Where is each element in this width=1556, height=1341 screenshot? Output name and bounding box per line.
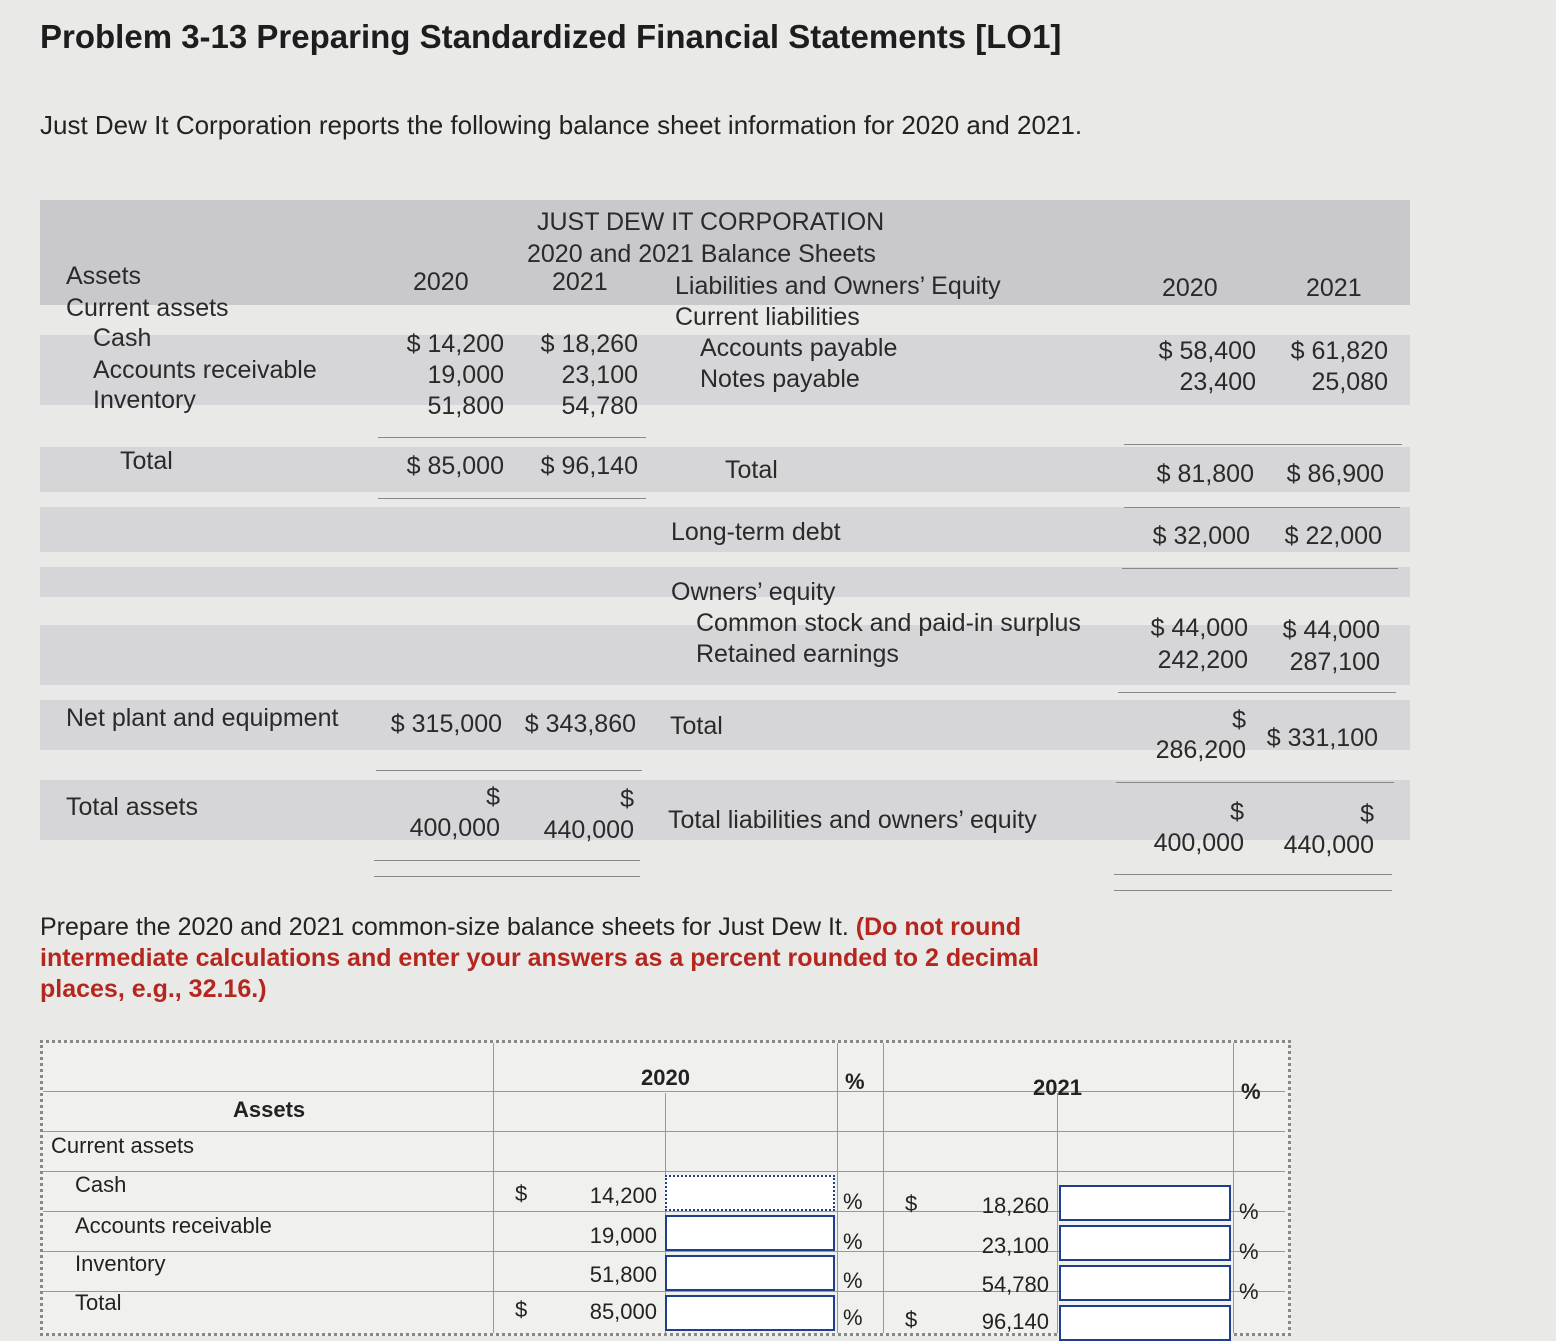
balance-sheet-company: JUST DEW IT CORPORATION [537, 208, 885, 236]
total-assets-2020-sym: $ [486, 783, 500, 811]
ar-2020-percent-input[interactable] [665, 1215, 835, 1251]
cash-2021-value: 18,260 [981, 1193, 1049, 1218]
instructions [40, 912, 1110, 1005]
pct-sign: % [843, 1305, 863, 1330]
total-le-label: Total liabilities and owners’ equity [668, 806, 1037, 834]
rule [1114, 890, 1392, 891]
grid-line [43, 1091, 1285, 1092]
assets-year-2020: 2020 [413, 268, 469, 296]
cl-total-2020: $ 81,800 [1156, 460, 1254, 488]
assets-year-2021: 2021 [552, 268, 608, 296]
cl-total-2021: $ 86,900 [1286, 460, 1384, 488]
assets-header: Assets [66, 262, 142, 290]
pct-sign: % [1239, 1239, 1259, 1264]
ltd-label: Long-term debt [671, 518, 841, 546]
np-2020: 23,400 [1179, 368, 1256, 396]
grid-line [1057, 1093, 1058, 1333]
rule [376, 770, 642, 771]
ar-2020: 19,000 [427, 361, 504, 389]
dollar-sign: $ [515, 1297, 528, 1322]
dollar-sign: $ [905, 1307, 918, 1332]
cash-row-label: Cash [75, 1172, 127, 1197]
inventory-2021-percent-input[interactable] [1059, 1265, 1231, 1301]
balance-sheet-subtitle: 2020 and 2021 Balance Sheets [527, 240, 876, 268]
assets-section-header: Assets [233, 1097, 306, 1122]
instructions-emphasis: (Do not round intermediate calculations and enter your answers as a percent rounded to 2 decimal places, e.g., 32.16.) [40, 913, 1039, 1003]
total-le-2020-sym: $ [1230, 798, 1244, 826]
ar-2021-value: 23,100 [981, 1233, 1049, 1258]
cs-2020: $ 44,000 [1150, 614, 1248, 642]
common-size-table [40, 1040, 1291, 1336]
ca-total-2020: $ 85,000 [406, 452, 504, 480]
grid-line [493, 1043, 494, 1333]
inventory-2020: 51,800 [427, 392, 504, 420]
total-2021-percent-input[interactable] [1059, 1305, 1231, 1341]
problem-title: Problem 3-13 Preparing Standardized Financial Statements [LO1] [40, 18, 1062, 55]
total-2020-value: 85,000 [589, 1299, 657, 1324]
total-2020-percent-input[interactable] [665, 1295, 835, 1331]
rule [1124, 507, 1400, 508]
rule [374, 860, 640, 861]
pct-sign: % [843, 1229, 863, 1254]
rule [378, 437, 646, 438]
re-label: Retained earnings [696, 640, 899, 668]
npe-2021: $ 343,860 [524, 710, 636, 738]
pct-sign: % [843, 1189, 863, 1214]
rule [1124, 444, 1402, 445]
ar-row-label: Accounts receivable [75, 1213, 272, 1238]
pct-sign: % [1239, 1199, 1259, 1224]
grid-line [1233, 1043, 1234, 1333]
inventory-label: Inventory [93, 386, 196, 414]
ar-label: Accounts receivable [93, 356, 317, 384]
inventory-2020-value: 51,800 [589, 1262, 657, 1287]
ca-total-label: Total [120, 447, 173, 475]
oe-total-2020-sym: $ [1232, 706, 1246, 734]
oe-total-2021: $ 331,100 [1266, 724, 1378, 752]
npe-label: Net plant and equipment [66, 704, 339, 732]
grid-line [883, 1043, 884, 1333]
liab-year-2020: 2020 [1162, 274, 1218, 302]
current-liabilities-label: Current liabilities [675, 303, 860, 331]
liabilities-header: Liabilities and Owners’ Equity [675, 272, 1001, 300]
cs-label: Common stock and paid-in surplus [696, 609, 1081, 637]
total-le-2020: 400,000 [1153, 829, 1244, 857]
cash-label: Cash [93, 324, 152, 352]
rule [1118, 692, 1396, 693]
total-row-label: Total [75, 1290, 122, 1315]
ap-2020: $ 58,400 [1158, 337, 1256, 365]
col-header-2021: 2021 [1033, 1075, 1082, 1100]
total-le-2021: 440,000 [1283, 831, 1374, 859]
oe-total-2020: 286,200 [1155, 736, 1246, 764]
npe-2020: $ 315,000 [390, 710, 502, 738]
ap-label: Accounts payable [700, 334, 898, 362]
rule [1122, 568, 1398, 569]
ca-total-2021: $ 96,140 [540, 452, 638, 480]
oe-total-label: Total [670, 712, 723, 740]
col-header-pct-2020: % [845, 1069, 865, 1094]
inventory-row-label: Inventory [75, 1251, 166, 1276]
cash-2021-percent-input[interactable] [1059, 1185, 1231, 1221]
total-assets-label: Total assets [66, 793, 199, 821]
dollar-sign: $ [515, 1181, 528, 1206]
grid-line [837, 1043, 838, 1333]
total-assets-2020: 400,000 [409, 814, 500, 842]
total-assets-2021-sym: $ [620, 785, 634, 813]
current-assets-label: Current assets [66, 294, 229, 322]
total-le-2021-sym: $ [1360, 800, 1374, 828]
rule [378, 498, 646, 499]
inventory-2021-value: 54,780 [981, 1272, 1049, 1297]
cl-total-label: Total [725, 456, 778, 484]
cs-2021: $ 44,000 [1282, 616, 1380, 644]
np-2021: 25,080 [1311, 368, 1388, 396]
total-assets-2021: 440,000 [543, 816, 634, 844]
current-assets-row-label: Current assets [51, 1133, 195, 1158]
ap-2021: $ 61,820 [1290, 337, 1388, 365]
np-label: Notes payable [700, 365, 860, 393]
rule [1116, 782, 1394, 783]
cash-2020: $ 14,200 [406, 330, 504, 358]
instructions-text: Prepare the 2020 and 2021 common-size balance sheets for Just Dew It. [40, 913, 856, 941]
rule [1114, 874, 1392, 875]
owners-equity-label: Owners’ equity [671, 578, 836, 606]
cash-2021: $ 18,260 [540, 330, 638, 358]
grid-line [43, 1131, 1285, 1132]
col-header-pct-2021: % [1241, 1079, 1261, 1104]
rule [374, 876, 640, 877]
cash-2020-value: 14,200 [589, 1183, 657, 1208]
cash-2020-percent-input[interactable] [665, 1175, 835, 1211]
ar-2021: 23,100 [561, 361, 638, 389]
ltd-2020: $ 32,000 [1152, 522, 1250, 550]
ar-2020-value: 19,000 [589, 1223, 657, 1248]
re-2020: 242,200 [1157, 646, 1248, 674]
ltd-2021: $ 22,000 [1284, 522, 1382, 550]
inventory-2020-percent-input[interactable] [665, 1255, 835, 1291]
problem-intro: Just Dew It Corporation reports the following balance sheet information for 2020 and 2021. [40, 110, 1083, 140]
liab-year-2021: 2021 [1306, 274, 1362, 302]
col-header-2020: 2020 [641, 1065, 690, 1090]
pct-sign: % [1239, 1279, 1259, 1304]
total-2021-value: 96,140 [981, 1309, 1049, 1334]
re-2021: 287,100 [1289, 648, 1380, 676]
ar-2021-percent-input[interactable] [1059, 1225, 1231, 1261]
grid-line [43, 1171, 1285, 1172]
dollar-sign: $ [905, 1191, 918, 1216]
inventory-2021: 54,780 [561, 392, 638, 420]
pct-sign: % [843, 1268, 863, 1293]
